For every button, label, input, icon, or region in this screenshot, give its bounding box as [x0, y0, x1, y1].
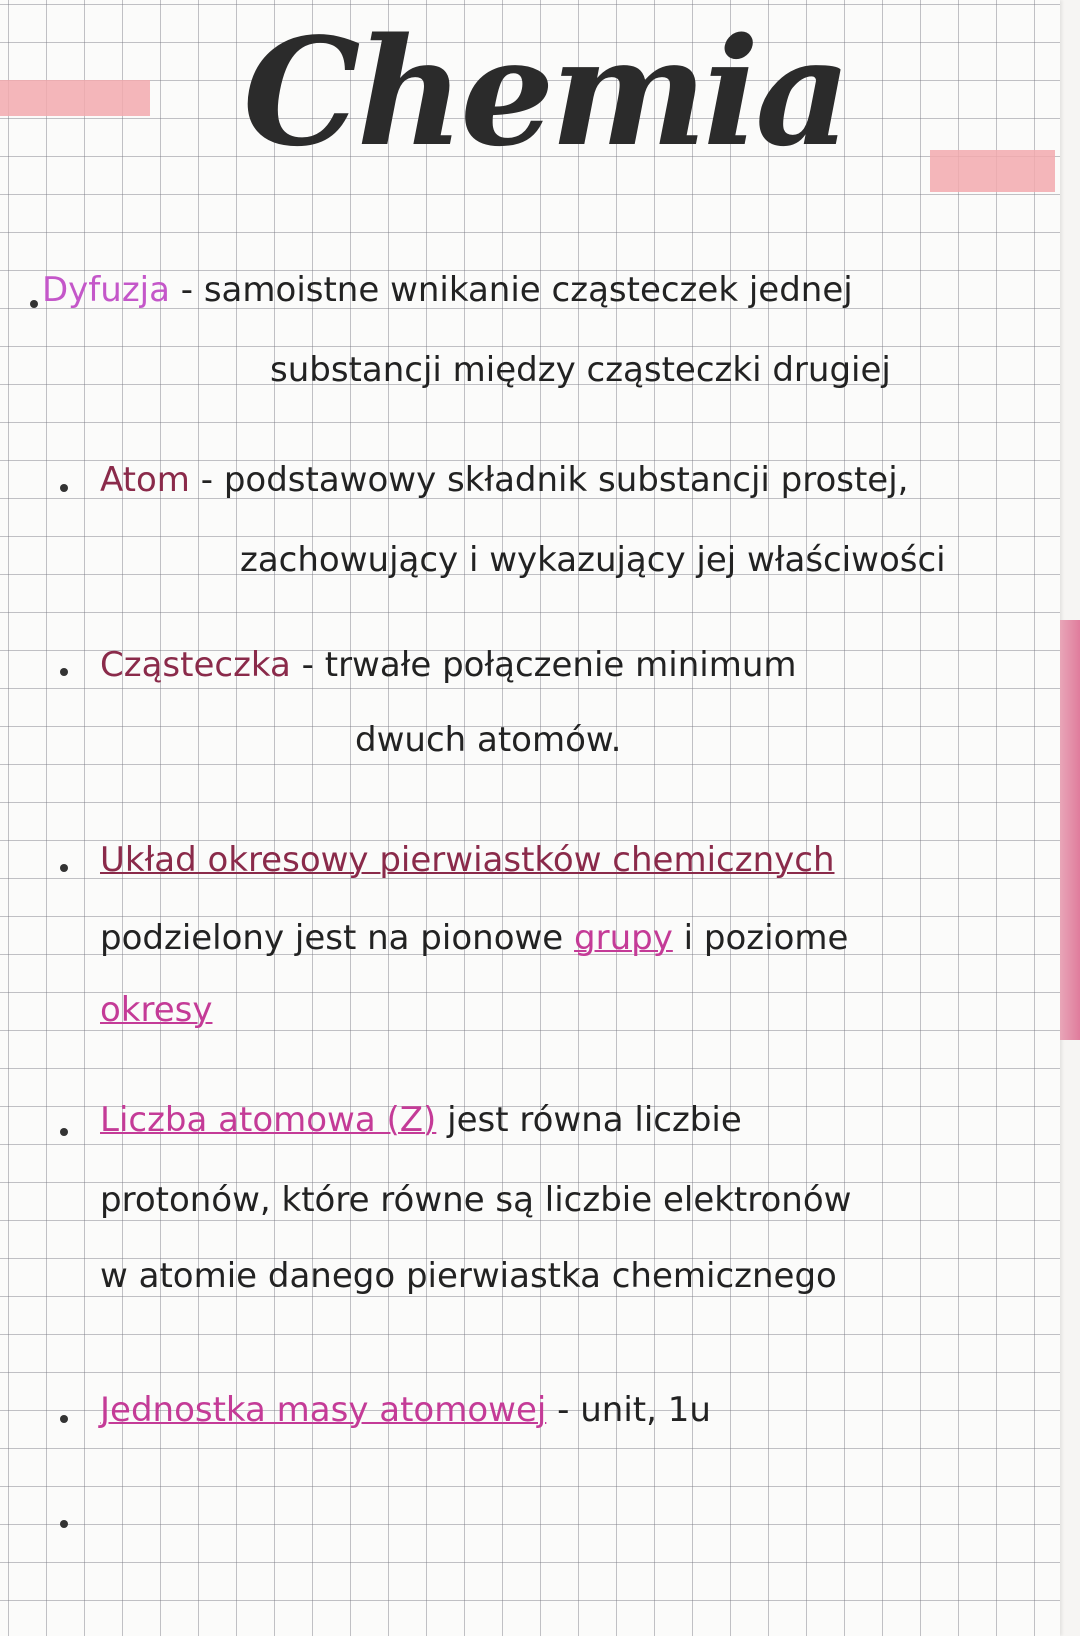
term-dyfuzja: Dyfuzja [42, 270, 170, 310]
entry-czasteczka-line1 [100, 645, 797, 685]
term-okresy: okresy [100, 990, 213, 1030]
separator: - [546, 1390, 581, 1430]
term-atom: Atom [100, 460, 190, 500]
definition-text: i poziome [672, 918, 849, 958]
definition-text: jest równa liczbie [436, 1100, 742, 1140]
entry-uklad-line2 [100, 918, 848, 958]
page-title: Chemia [242, 5, 848, 179]
entry-liczba-line3: w atomie danego pierwiastka chemicznego [100, 1256, 837, 1296]
entry-atom-line2: zachowujący i wykazujący jej właściwości [240, 540, 946, 580]
entry-liczba-line1 [100, 1100, 742, 1140]
entry-liczba-line2: protonów, które równe są liczbie elektronów [100, 1180, 852, 1220]
term-liczba-atomowa: Liczba atomowa (Z) [100, 1100, 437, 1140]
page-tab-edge [1060, 620, 1080, 1040]
separator: - [189, 460, 224, 500]
bullet-3 [60, 668, 68, 676]
entry-jednostka-line1 [100, 1390, 711, 1430]
separator: - [290, 645, 325, 685]
entry-dyfuzja-line2: substancji między cząsteczki drugiej [270, 350, 891, 390]
term-czasteczka: Cząsteczka [100, 645, 291, 685]
definition-text: trwałe połączenie minimum [324, 645, 797, 685]
definition-text: podzielony jest na pionowe [100, 918, 575, 958]
bullet-5 [60, 1128, 68, 1136]
entry-atom-line1 [100, 460, 908, 500]
definition-text: unit, 1u [580, 1390, 711, 1430]
bullet-1 [30, 300, 38, 308]
term-jednostka-masy-atomowej: Jednostka masy atomowej [100, 1390, 547, 1430]
bullet-2 [60, 484, 68, 492]
separator: - [169, 270, 204, 310]
entry-dyfuzja-line1 [42, 270, 853, 310]
definition-text: samoistne wnikanie cząsteczek jednej [203, 270, 853, 310]
definition-text: podstawowy składnik substancji prostej, [223, 460, 909, 500]
term-uklad-okresowy: Układ okresowy pierwiastków chemicznych [100, 840, 835, 880]
bullet-7 [60, 1520, 68, 1528]
bullet-6 [60, 1415, 68, 1423]
bullet-4 [60, 864, 68, 872]
term-grupy: grupy [574, 918, 673, 958]
title-highlight-right [930, 150, 1055, 192]
entry-uklad-line1 [100, 840, 835, 880]
title-highlight-left [0, 80, 150, 116]
entry-czasteczka-line2: dwuch atomów. [355, 720, 622, 760]
